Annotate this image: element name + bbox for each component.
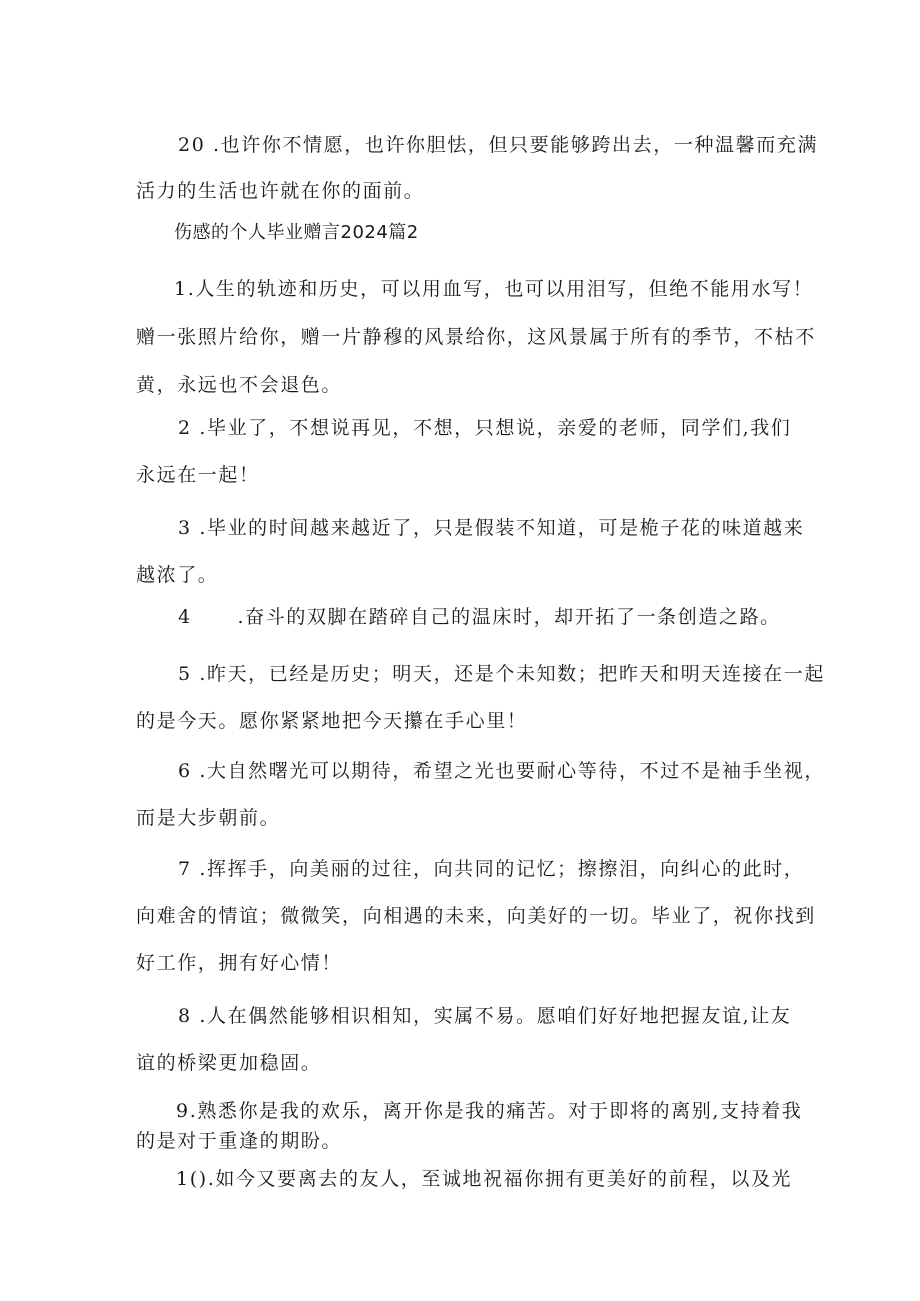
paragraph-7 xyxy=(136,846,816,987)
paragraph-line: 8 .人在偶然能够相识相知，实属不易。愿咱们好好地把握友谊,让友 xyxy=(178,1005,792,1027)
paragraph-line: 6 .大自然曙光可以期待，希望之光也要耐心等待，不过不是袖手坐视， xyxy=(178,760,825,782)
paragraph-line: 谊的桥梁更加稳固。 xyxy=(136,1052,322,1074)
paragraph-line: 9.熟悉你是我的欢乐，离开你是我的痛苦。对于即将的离别,支持着我 xyxy=(176,1100,803,1122)
paragraph-line: 20 .也许你不情愿，也许你胆怯，但只要能够跨出去，一种温馨而充满 xyxy=(178,134,819,156)
paragraph-line: 3 .毕业的时间越来越近了，只是假装不知道，可是桅子花的味道越来 xyxy=(178,517,805,539)
paragraph-4 xyxy=(136,602,796,632)
paragraph-line: 而是大步朝前。 xyxy=(136,807,281,829)
paragraph-20 xyxy=(136,122,819,214)
section-heading: 伤感的个人毕业赠言2024篇2 xyxy=(174,222,419,243)
paragraph-line: 永远在一起！ xyxy=(136,464,260,486)
paragraph-1 xyxy=(136,265,816,409)
paragraph-line: 的是对于重逢的期盼。 xyxy=(136,1130,343,1152)
paragraph-5 xyxy=(136,651,825,745)
paragraph-2 xyxy=(136,405,796,499)
paragraph-line: 好工作，拥有好心情！ xyxy=(136,952,343,974)
paragraph-10 xyxy=(136,1164,796,1194)
paragraph-line: 1.人生的轨迹和历史，可以用血写，也可以用泪写，但绝不能用水写！ xyxy=(174,278,814,300)
paragraph-6 xyxy=(136,748,825,842)
paragraph-line: 赠一张照片给你，赠一片静穆的风景给你，这风景属于所有的季节，不枯不 xyxy=(136,326,816,348)
paragraph-line: 4 .奋斗的双脚在踏碎自己的温床时，却开拓了一条创造之路。 xyxy=(178,606,781,628)
paragraph-8 xyxy=(136,993,796,1087)
paragraph-line: 2 .毕业了，不想说再见，不想，只想说，亲爱的老师，同学们,我们 xyxy=(178,417,792,439)
paragraph-line: 活力的生活也许就在你的面前。 xyxy=(136,180,425,202)
paragraph-line: 的是今天。愿你紧紧地把今天攥在手心里！ xyxy=(136,710,528,732)
paragraph-line: 1().如今又要离去的友人，至诚地祝福你拥有更美好的前程，以及光 xyxy=(176,1168,793,1190)
paragraph-line: 7 .挥挥手，向美丽的过往，向共同的记忆；擦擦泪，向纠心的此时， xyxy=(178,858,805,880)
paragraph-line: 越浓了。 xyxy=(136,564,219,586)
paragraph-line: 黄，永远也不会退色。 xyxy=(136,374,343,396)
paragraph-line: 5 .昨天，已经是历史；明天，还是个未知数；把昨天和明天连接在一起 xyxy=(178,663,825,685)
paragraph-3 xyxy=(136,505,805,599)
paragraph-9 xyxy=(136,1096,803,1156)
paragraph-line: 向难舍的情谊；微微笑，向相遇的未来，向美好的一切。毕业了，祝你找到 xyxy=(136,905,816,927)
